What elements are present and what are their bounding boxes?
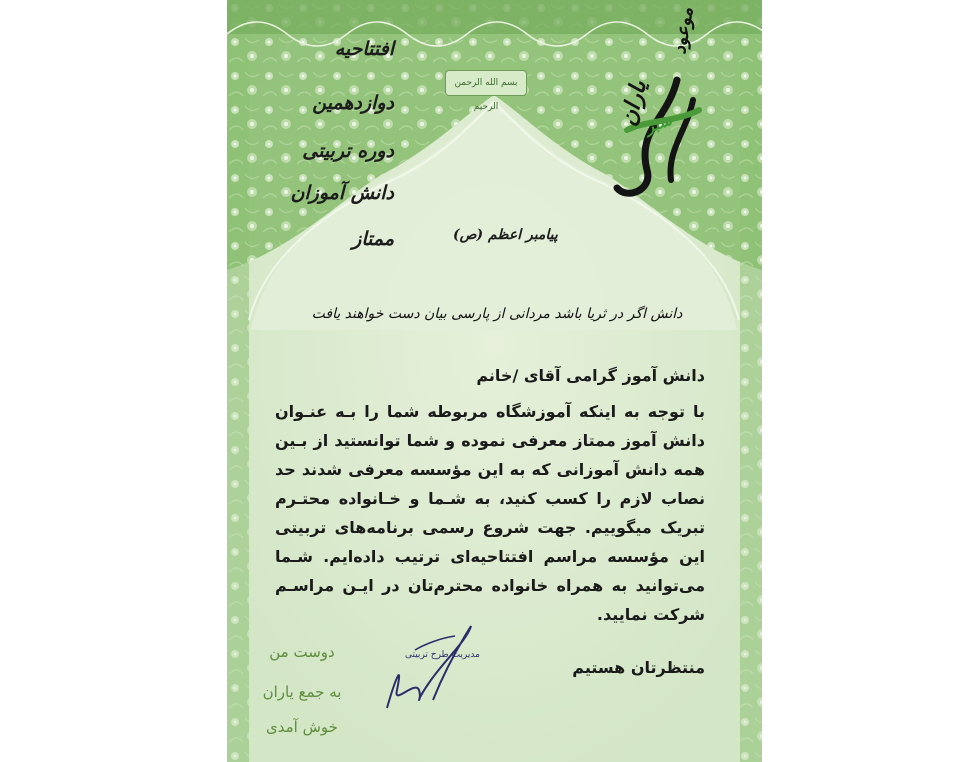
letter-greeting: دانش آموز گرامی آقای /خانم — [476, 366, 705, 385]
welcome-line: خوش آمدی — [266, 718, 338, 736]
title-line: ممتاز — [352, 228, 394, 250]
title-line: افتتاحیه — [334, 38, 394, 60]
welcome-line: به جمع یاران — [262, 683, 342, 701]
signature-scribble-icon — [375, 620, 485, 715]
logo-accent-word: سبز — [642, 109, 675, 138]
logo-main-word: یاران — [615, 77, 652, 129]
welcome-line: دوست من — [269, 643, 335, 661]
letter-closing: منتظرتان هستیم — [572, 658, 705, 677]
yaran-logo — [607, 5, 717, 214]
title-line: دوره تربیتی — [302, 140, 394, 162]
letter-body: با توجه به اینکه آموزشگاه مربوطه شما را بـه عنـوان دانش آموز ممتاز معرفی نموده و شما توانستید از بـین همه دانش آموزانی که به این مؤسسه معرفی شدند حد نصاب لازم را کسب کنید، به شـما و خـانواده محتـرم تبریک میگوییم. جهت شروع رسمی برنامه‌های تربیتی این مؤسسه مراسم افتتاحیه‌ای ترتیب داده‌ایم. شـما می‌توانید به همراه خانواده محترم‌تان در ایـن مراسـم شرکت نمایید. — [275, 402, 705, 624]
calligraphy-swash-icon — [607, 60, 717, 210]
quote-attribution: پیامبر اعظم (ص) — [453, 227, 558, 243]
title-line: دوازدهمین — [312, 92, 394, 114]
logo-top-word: موعود — [669, 5, 698, 56]
bismillah-cartouche: بسم الله الرحمن الرحیم — [445, 70, 527, 96]
title-line: دانش آموزان — [290, 182, 394, 204]
quote-text: دانش اگر در ثریا باشد مردانی از پارسی بیان دست خواهند یافت — [311, 306, 683, 322]
signature-label: مدیریت طرح تربیتی — [405, 650, 480, 660]
invitation-card — [227, 0, 762, 762]
